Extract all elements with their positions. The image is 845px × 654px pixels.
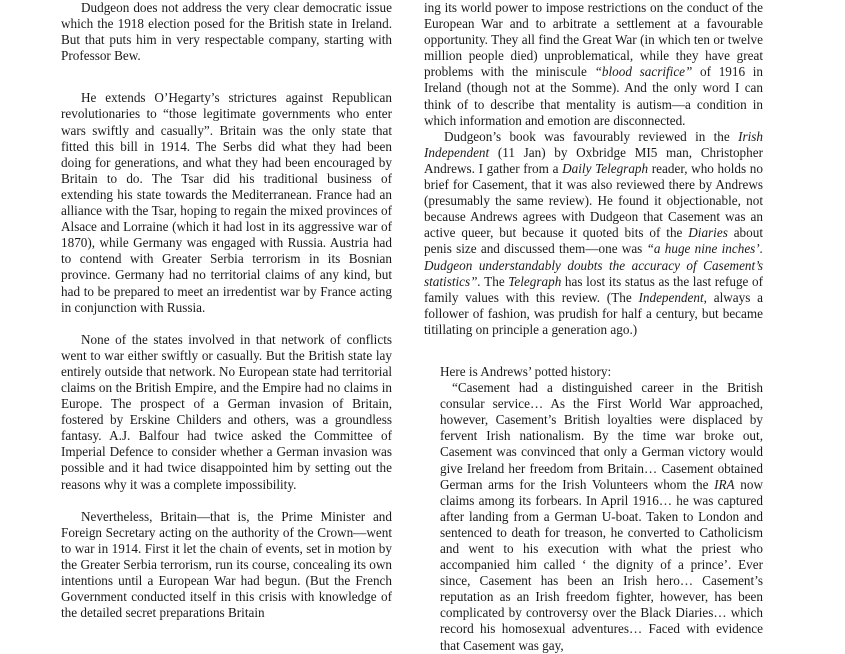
left-column <box>61 0 392 621</box>
paragraph: Nevertheless, Britain—that is, the Prime Minister and Foreign Secretary acting on the authority of the Crown—went to war in 1914. First it let the chain of events, set in motion by the Greater Serbia terrorism, run its course, concealing its own intentions until a European War had begun. (But the French Government conducted itself in this crisis with knowledge of the detailed secret preparations Britain <box>61 508 392 621</box>
paragraph: Here is Andrews’ potted history: <box>440 363 612 379</box>
text-run: The <box>480 273 509 289</box>
text-run: ing its world power to impose restrictions on the conduct of the European War and to arbitrate a settlement at a favourable opportunity. They all find the Great War (in which ten or twelve million people died) unproblematical, while they have great problems with the miniscule <box>424 0 763 80</box>
text-run: (11 Jan) by Oxbridge MI5 man, Christopher Andrews. I gather from a <box>424 144 763 176</box>
italic-run: Diaries <box>688 225 728 241</box>
text-run: of 1916 in Ireland (though not at the Somme). And the only word I can think of to describe that mentality is autism—a condition in which information and emotion are disconnected. <box>424 64 763 128</box>
italic-run: Daily Telegraph <box>562 160 649 176</box>
italic-run: IRA <box>714 476 735 492</box>
paragraph: None of the states involved in that network of conflicts went to war either swiftly or casually. But the British state lay entirely outside that network. No European state had territorial claims on the British Empire, and the Empire had no claims in Europe. The prospect of a German invasion of Britain, fostered by Erskine Childers and others, was a groundless fantasy. A.J. Balfour had twice asked the Committee of Imperial Defence to consider whether a German invasion was possible and it had twice disappointed him by setting out the reasons why it was a complete impossibility. <box>61 331 392 492</box>
block-quote <box>424 380 763 654</box>
text-run: now claims among its forbears. In April 1916… he was captured after landing from a German U-boat. Taken to London and sentenced to death for treason, he converted to Catholicism and went to his execution with what the priest who accompanied him called ‘ the dignity of a prince’. Ever since, Casement has been an Irish hero… Casement’s reputation as an Irish freedom fighter, however, has been complicated by controversy over the Black Diaries… which record his homosexual adventures… Faced with evidence that Casement was gay, <box>440 476 763 653</box>
paragraph <box>424 0 763 129</box>
text-run: reader, who holds no brief for Casement, that it was also reviewed there by Andrews (presumably the same review). He found it objectionable, not because Andrews agrees with Dudgeon that Casement was an active queer, but because it quoted bits of the <box>424 160 763 241</box>
right-column <box>424 0 763 654</box>
italic-run: Irish Independent <box>424 128 763 160</box>
italic-run: “blood sacrifice” <box>594 64 693 80</box>
paragraph <box>424 129 763 338</box>
paragraph: He extends O’Hegarty’s strictures against Republican revolutionaries to “those legitimate governments who enter wars swiftly and casually”. Britain was the only state that fitted this bill in 1914. The Serbs did what they had been doing for generations, and what they had been encouraged by Britain to do. The Tsar did his traditional business of extending his state towards the Mediterranean. France had an alliance with the Tsar, hoping to regain the mixed provinces of Alsace and Lorraine (which it had lost in its aggressive war of 1870), while Germany was engaged with Russia. Austria had to contend with Greater Serbia terrorism in its Bosnian province. Germany had no territorial claims of any kind, but had to be prepared to meet an irredentist war by France acting in conjunction with Russia. <box>61 90 392 315</box>
text-run: has lost its status as the last refuge of family values with this review. (The <box>424 273 764 305</box>
paragraph: Dudgeon does not address the very clear democratic issue which the 1918 election posed for the British state in Ireland. But that puts him in very respectable company, starting with Professor Bew. <box>61 0 392 64</box>
text-run: about penis size and discussed them—one was <box>424 225 763 257</box>
text-run: Dudgeon’s book was favourably reviewed in the <box>444 128 739 144</box>
italic-run: “a huge nine inches’. Dudgeon understandably doubts the accuracy of Casement’s statistics”. <box>424 241 763 289</box>
italic-run: Independent <box>638 289 704 305</box>
italic-run: Telegraph <box>508 273 562 289</box>
text-run: , always a follower of fashion, was prudish for half a century, but became titillating on principle a generation ago.) <box>424 289 763 337</box>
text-run: “Casement had a distinguished career in the British consular service… As the First World War approached, however, Casement’s British loyalties were displaced by fervent Irish nationalism. By the time war broke out, Casement was convinced that only a German victory would give Ireland her freedom from Britain… Casement obtained German arms for the Irish Volunteers whom the <box>440 380 763 492</box>
